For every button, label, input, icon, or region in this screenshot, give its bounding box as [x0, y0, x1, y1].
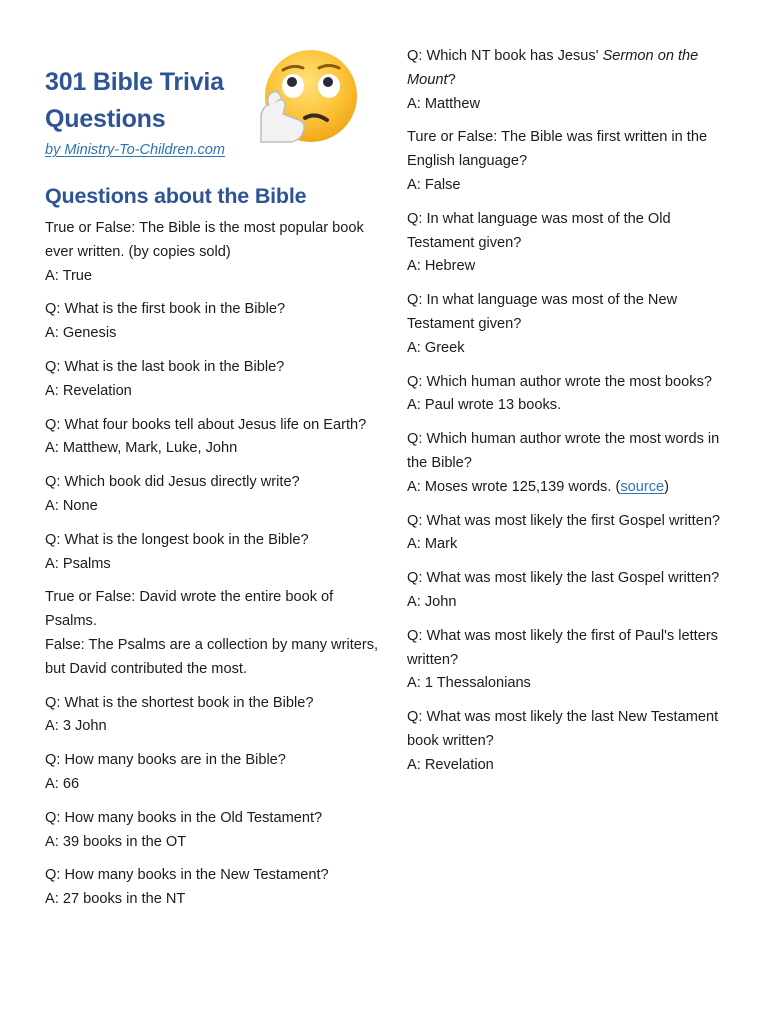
- document-title-line1: 301 Bible Trivia: [45, 68, 224, 96]
- answer-text: A: 3 John: [45, 718, 107, 735]
- byline-link[interactable]: by Ministry-To-Children.com: [45, 142, 225, 158]
- question-text: Q: In what language was most of the Old Testament given?: [407, 210, 671, 251]
- question-text: Q: In what language was most of the New Testament given?: [407, 292, 678, 332]
- qa-item: [45, 692, 385, 740]
- answer-text: A: Paul wrote 13 books.: [407, 397, 562, 414]
- question-text: Q: Which book did Jesus directly write?: [45, 474, 300, 491]
- question-text: [407, 45, 737, 93]
- answer-text: A: Genesis: [45, 325, 117, 342]
- qa-item: [407, 428, 737, 499]
- answer-text: A: False: [407, 176, 461, 193]
- thinking-face-icon: [255, 46, 359, 150]
- question-text: Q: What is the first book in the Bible?: [45, 301, 286, 318]
- question-text: Q: What four books tell about Jesus life on Earth?: [45, 416, 367, 433]
- question-text: Ture or False: The Bible was first written in the English language?: [407, 129, 708, 170]
- qa-item: [45, 356, 385, 404]
- qa-item: [45, 864, 385, 912]
- qa-item: [45, 807, 385, 855]
- answer-text: A: Revelation: [45, 382, 132, 399]
- question-text: Q: Which human author wrote the most books?: [407, 373, 712, 390]
- question-text: Q: What was most likely the first of Paul's letters written?: [407, 627, 718, 668]
- document-title-line2: Questions: [45, 105, 166, 133]
- qa-item: [407, 289, 737, 360]
- question-text: Q: How many books in the New Testament?: [45, 867, 329, 884]
- answer-text-part: ): [664, 478, 670, 495]
- qa-item: [45, 414, 385, 462]
- answer-text: A: None: [45, 497, 98, 514]
- answer-text: A: Greek: [407, 339, 465, 356]
- document-title: [45, 64, 255, 138]
- question-text: Q: What is the shortest book in the Bible?: [45, 694, 314, 711]
- answer-text: A: Matthew: [407, 95, 480, 112]
- qa-item: [407, 126, 737, 197]
- answer-text: A: Revelation: [407, 756, 494, 773]
- qa-item: [407, 625, 737, 696]
- section-title: Questions about the Bible: [45, 184, 307, 208]
- question-text: Q: What is the longest book in the Bible?: [45, 531, 309, 548]
- question-text: Q: How many books in the Old Testament?: [45, 809, 323, 826]
- answer-text: A: 39 books in the OT: [45, 833, 187, 850]
- left-column: [45, 217, 385, 922]
- question-text: True or False: David wrote the entire book of Psalms.: [45, 589, 334, 630]
- question-text: True or False: The Bible is the most popular book ever written. (by copies sold): [45, 220, 364, 260]
- answer-text: [407, 476, 737, 500]
- qa-item: [407, 371, 737, 419]
- question-text: Q: How many books are in the Bible?: [45, 752, 286, 769]
- answer-text: A: 27 books in the NT: [45, 891, 186, 908]
- qa-item: [407, 706, 737, 777]
- answer-text: A: Mark: [407, 536, 458, 553]
- qa-item: [45, 298, 385, 346]
- answer-text: False: The Psalms are a collection by many writers, but David contributed the most.: [45, 636, 379, 677]
- answer-text: A: 1 Thessalonians: [407, 675, 531, 692]
- question-text: Q: What is the last book in the Bible?: [45, 358, 285, 375]
- qa-item: [45, 217, 385, 288]
- qa-item: [45, 749, 385, 797]
- answer-text: A: Psalms: [45, 555, 111, 572]
- answer-text: A: Hebrew: [407, 258, 476, 275]
- question-text: Q: Which human author wrote the most words in the Bible?: [407, 431, 720, 471]
- answer-text: A: Matthew, Mark, Luke, John: [45, 440, 238, 457]
- qa-item: [407, 208, 737, 279]
- source-link[interactable]: source: [620, 478, 665, 495]
- question-text: Q: What was most likely the last Gospel written?: [407, 570, 720, 587]
- answer-text-part: A: Moses wrote 125,139 words. (: [407, 478, 621, 495]
- qa-item: [407, 45, 737, 116]
- right-column: [407, 45, 737, 788]
- question-text: Q: What was most likely the first Gospel written?: [407, 512, 721, 529]
- qa-item: [45, 586, 385, 681]
- sermon-title-italic: Sermon on the Mount: [407, 48, 699, 88]
- qa-item: [45, 471, 385, 519]
- answer-text: A: John: [407, 593, 457, 610]
- qa-item: [407, 510, 737, 558]
- answer-text: A: True: [45, 267, 93, 284]
- question-text: Q: What was most likely the last New Testament book written?: [407, 709, 719, 749]
- title-block: [45, 64, 255, 159]
- question-text-part: Q: Which NT book has Jesus': [407, 48, 603, 64]
- question-text-part: ?: [447, 71, 456, 88]
- qa-item: [45, 529, 385, 577]
- answer-text: A: 66: [45, 775, 80, 792]
- qa-item: [407, 567, 737, 615]
